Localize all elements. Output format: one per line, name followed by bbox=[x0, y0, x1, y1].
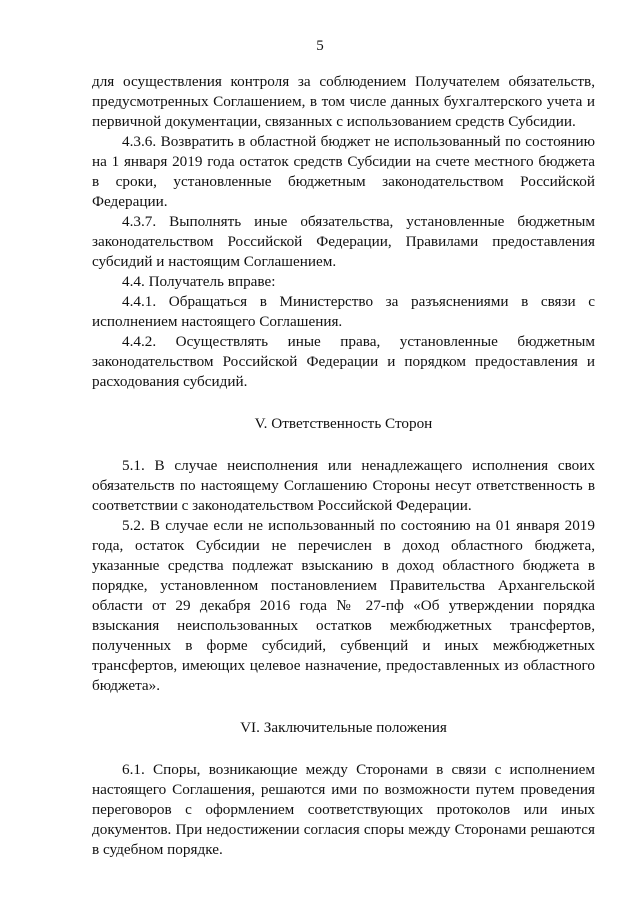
document-body bbox=[92, 72, 595, 860]
paragraph-4-4: 4.4. Получатель вправе: bbox=[122, 273, 276, 290]
page-number: 5 bbox=[316, 38, 324, 54]
section-6-heading: VI. Заключительные положения bbox=[240, 719, 447, 736]
section-5-heading: V. Ответственность Сторон bbox=[254, 415, 433, 432]
paragraph-4-3-7: 4.3.7. Выполнять иные обязательства, установленные бюджетным законодательством Российской Федерации, Правилами предоставления субсидий и настоящим Соглашением. bbox=[92, 213, 595, 270]
paragraph-continuation: для осуществления контроля за соблюдением Получателем обязательств, предусмотренных Соглашением, в том числе данных бухгалтерского учета и первичной документации, связанных с использованием средств Субсидии. bbox=[92, 73, 595, 130]
paragraph-6-1: 6.1. Споры, возникающие между Сторонами в связи с исполнением настоящего Соглашения, решаются ими по возможности путем проведения переговоров с оформлением соответствующих протоколов или иных документов. При недостижении согласия споры между Сторонами решаются в судебном порядке. bbox=[92, 761, 595, 858]
paragraph-5-2: 5.2. В случае если не использованный по состоянию на 01 января 2019 года, остаток Субсидии не перечислен в доход областного бюджета, указанные средства подлежат взысканию в доход областного бюджета в порядке, установленном постановлением Правительства Архангельской области от 29 декабря 2016 года № 27-пф «Об утверждении порядка взыскания неиспользованных остатков межбюджетных трансфертов, полученных в форме субсидий, субвенций и иных межбюджетных трансфертов, имеющих целевое назначение, предоставленных из областного бюджета». bbox=[92, 517, 595, 694]
paragraph-4-4-2: 4.4.2. Осуществлять иные права, установленные бюджетным законодательством Российской Федерации и порядком предоставления и расходования субсидий. bbox=[92, 333, 595, 390]
paragraph-4-4-1: 4.4.1. Обращаться в Министерство за разъяснениями в связи с исполнением настоящего Соглашения. bbox=[92, 293, 595, 330]
paragraph-4-3-6: 4.3.6. Возвратить в областной бюджет не использованный по состоянию на 1 января 2019 года остаток средств Субсидии на счете местного бюджета в сроки, установленные бюджетным законодательством Российской Федерации. bbox=[92, 133, 595, 210]
paragraph-5-1: 5.1. В случае неисполнения или ненадлежащего исполнения своих обязательств по настоящему Соглашению Стороны несут ответственность в соответствии с законодательством Российской Федерации. bbox=[92, 457, 595, 514]
